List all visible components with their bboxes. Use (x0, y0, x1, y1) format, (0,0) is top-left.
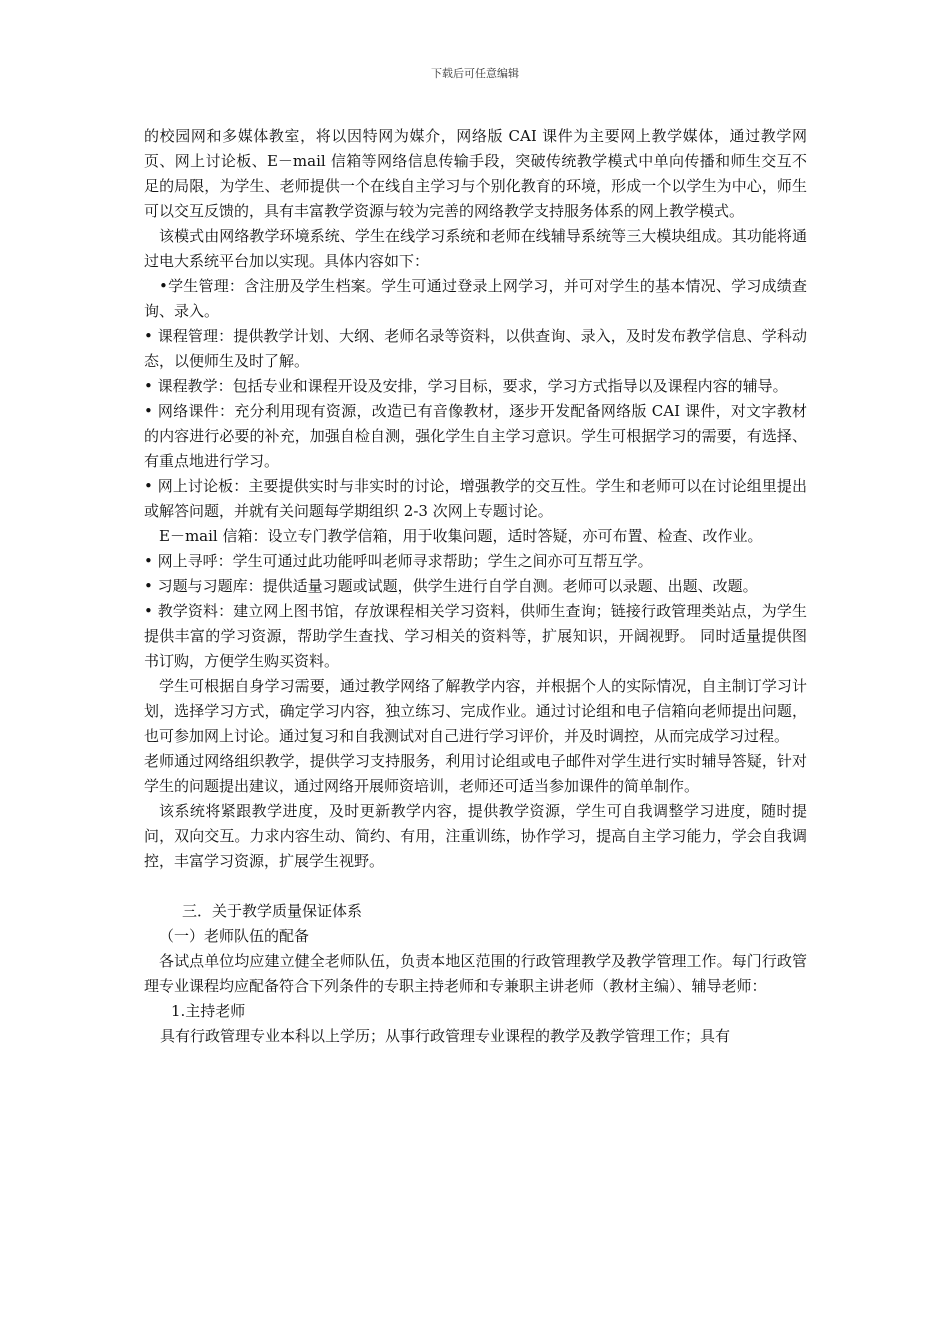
paragraph-system: 该系统将紧跟教学进度，及时更新教学内容，提供教学资源，学生可自我调整学习进度，随时提问，双向交互。力求内容生动、简约、有用，注重训练，协作学习，提高自主学习能力，学会自我调控，丰富学习资源，扩展学生视野。 (144, 802, 807, 870)
paragraph-email: E－mail 信箱：设立专门教学信箱，用于收集问题，适时答疑，亦可布置、检查、改作业。 (159, 527, 763, 545)
paragraph-teachers: 老师通过网络组织教学，提供学习支持服务，利用讨论组或电子邮件对学生进行实时辅导答疑，针对学生的问题提出建议，通过网络开展师资培训，老师还可适当参加课件的简单制作。 (144, 752, 807, 795)
paragraph-intro: 的校园网和多媒体教室，将以因特网为媒介，网络版 CAI 课件为主要网上教学媒体，通过教学网页、网上讨论板、E－mail 信箱等网络信息传输手段，突破传统教学模式中单向传播和师生交互不足的局限，为学生、老师提供一个在线自主学习与个别化教育的环境，形成一个以学生为中心，师生可以交互反馈的，具有丰富教学资源与较为完善的网络教学支持服务体系的网上教学模式。 (144, 127, 807, 220)
bullet-student-management: •学生管理：含注册及学生档案。学生可通过登录上网学习，并可对学生的基本情况、学习成绩查询、录入。 (144, 277, 807, 320)
bullet-exercises: • 习题与习题库：提供适量习题或试题，供学生进行自学自测。老师可以录题、出题、改题。 (144, 577, 758, 595)
bullet-network-courseware: • 网络课件：充分利用现有资源，改造已有音像教材，逐步开发配备网络版 CAI 课件，对文字教材的内容进行必要的补充，加强自检自测，强化学生自主学习意识。学生可根据学习的需要，有选择、有重点地进行学习。 (144, 402, 807, 470)
section-title: 三．关于教学质量保证体系 (182, 902, 363, 920)
bullet-discussion-board: • 网上讨论板：主要提供实时与非实时的讨论，增强教学的交互性。学生和老师可以在讨论组里提出或解答问题，并就有关问题每学期组织 2-3 次网上专题讨论。 (144, 477, 807, 520)
section-subtitle: （一）老师队伍的配备 (159, 927, 310, 945)
document-body (144, 124, 807, 1049)
paragraph-students: 学生可根据自身学习需要，通过教学网络了解教学内容，并根据个人的实际情况，自主制订学习计划，选择学习方式，确定学习内容，独立练习、完成作业。通过讨论组和电子信箱向老师提出问题，也可参加网上讨论。通过复习和自我测试对自己进行学习评价，并及时调控，从而完成学习过程。 (144, 677, 807, 745)
bullet-paging: • 网上寻呼：学生可通过此功能呼叫老师寻求帮助；学生之间亦可互帮互学。 (144, 552, 653, 570)
paragraph-teacher-team: 各试点单位均应建立健全老师队伍，负责本地区范围的行政管理教学及教学管理工作。每门行政管理专业课程均应配备符合下列条件的专职主持老师和专兼职主讲老师（教材主编）、辅导老师： (144, 952, 807, 995)
page-header: 下载后可任意编辑 (431, 67, 519, 80)
bullet-course-teaching: • 课程教学：包括专业和课程开设及安排，学习目标，要求，学习方式指导以及课程内容的辅导。 (144, 377, 788, 395)
spacer (144, 874, 807, 899)
paragraph-modules: 该模式由网络教学环境系统、学生在线学习系统和老师在线辅导系统等三大模块组成。其功能将通过电大系统平台加以实现。具体内容如下： (144, 227, 807, 270)
item-host-teacher: 1.主持老师 (171, 1002, 246, 1020)
bullet-course-management: • 课程管理：提供教学计划、大纲、老师名录等资料，以供查询、录入，及时发布教学信息、学科动态，以便师生及时了解。 (144, 327, 807, 370)
paragraph-host-teacher-req: 具有行政管理专业本科以上学历；从事行政管理专业课程的教学及教学管理工作；具有 (160, 1027, 731, 1045)
bullet-materials: • 教学资料：建立网上图书馆，存放课程相关学习资料，供师生查询；链接行政管理类站点，为学生提供丰富的学习资源，帮助学生查找、学习相关的资料等，扩展知识，开阔视野。 同时适量提供图书订购，方便学生购买资料。 (144, 602, 807, 670)
